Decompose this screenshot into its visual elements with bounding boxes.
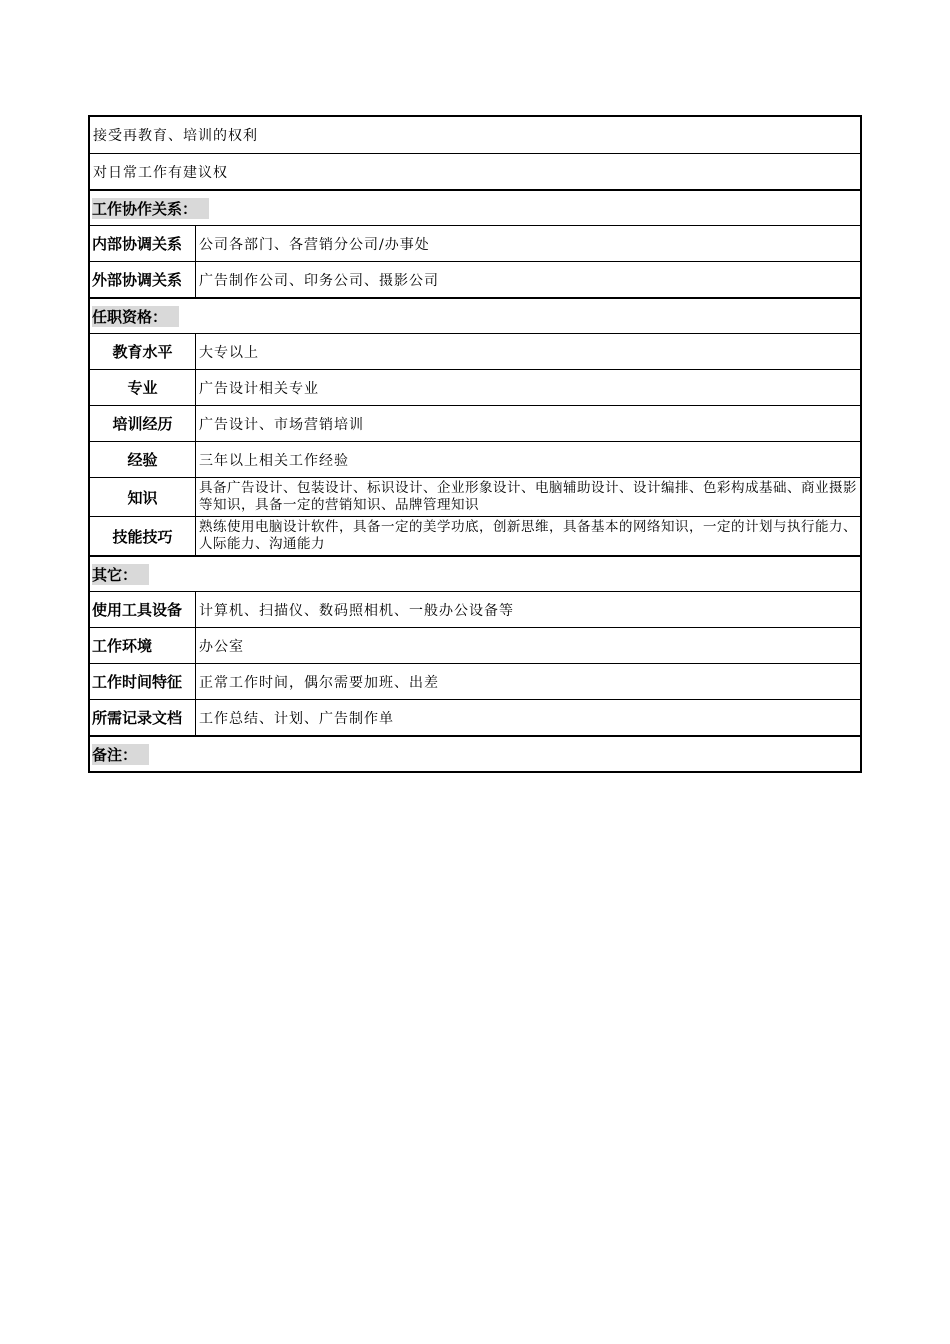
table-row xyxy=(90,333,860,369)
row-label: 工作环境 xyxy=(90,628,196,663)
table-row xyxy=(90,663,860,699)
row-label: 技能技巧 xyxy=(90,517,196,555)
section-title: 工作协作关系： xyxy=(92,198,209,219)
row-value: 广告设计相关专业 xyxy=(199,380,319,397)
row-value: 办公室 xyxy=(199,638,244,655)
rights-row xyxy=(90,153,860,189)
table-row xyxy=(90,699,860,735)
row-label: 教育水平 xyxy=(90,334,196,369)
row-value: 正常工作时间，偶尔需要加班、出差 xyxy=(199,674,439,691)
row-label: 外部协调关系 xyxy=(90,262,196,297)
rights-row xyxy=(90,117,860,153)
rights-text: 对日常工作有建议权 xyxy=(93,164,228,181)
table-row xyxy=(90,405,860,441)
section-other xyxy=(90,555,860,591)
row-label: 内部协调关系 xyxy=(90,226,196,261)
table-row xyxy=(90,225,860,261)
row-value: 三年以上相关工作经验 xyxy=(199,452,349,469)
row-value: 具备广告设计、包装设计、标识设计、企业形象设计、电脑辅助设计、设计编排、色彩构成基础、商业摄影等知识，具备一定的营销知识、品牌管理知识 xyxy=(199,480,857,513)
table-row xyxy=(90,441,860,477)
row-label: 使用工具设备 xyxy=(90,592,196,627)
table-row xyxy=(90,369,860,405)
section-collaboration xyxy=(90,189,860,225)
row-label: 工作时间特征 xyxy=(90,664,196,699)
row-label: 经验 xyxy=(90,442,196,477)
row-value: 工作总结、计划、广告制作单 xyxy=(199,710,394,727)
table-row xyxy=(90,516,860,555)
table-row xyxy=(90,477,860,516)
table-row xyxy=(90,261,860,297)
section-title: 备注： xyxy=(92,744,149,765)
job-description-table xyxy=(88,115,862,773)
row-label: 所需记录文档 xyxy=(90,700,196,735)
row-label: 专业 xyxy=(90,370,196,405)
section-notes xyxy=(90,735,860,771)
row-value: 计算机、扫描仪、数码照相机、一般办公设备等 xyxy=(199,602,514,619)
row-label: 知识 xyxy=(90,478,196,516)
row-value: 公司各部门、各营销分公司/办事处 xyxy=(199,236,430,253)
row-value: 熟练使用电脑设计软件，具备一定的美学功底，创新思维，具备基本的网络知识，一定的计划与执行能力、人际能力、沟通能力 xyxy=(199,519,857,552)
rights-text: 接受再教育、培训的权利 xyxy=(93,128,258,144)
row-label: 培训经历 xyxy=(90,406,196,441)
section-title: 其它： xyxy=(92,564,149,585)
table-row xyxy=(90,591,860,627)
table-row xyxy=(90,627,860,663)
row-value: 大专以上 xyxy=(199,344,259,361)
row-value: 广告设计、市场营销培训 xyxy=(199,416,364,433)
section-title: 任职资格： xyxy=(92,306,179,327)
row-value: 广告制作公司、印务公司、摄影公司 xyxy=(199,272,439,289)
section-qualifications xyxy=(90,297,860,333)
